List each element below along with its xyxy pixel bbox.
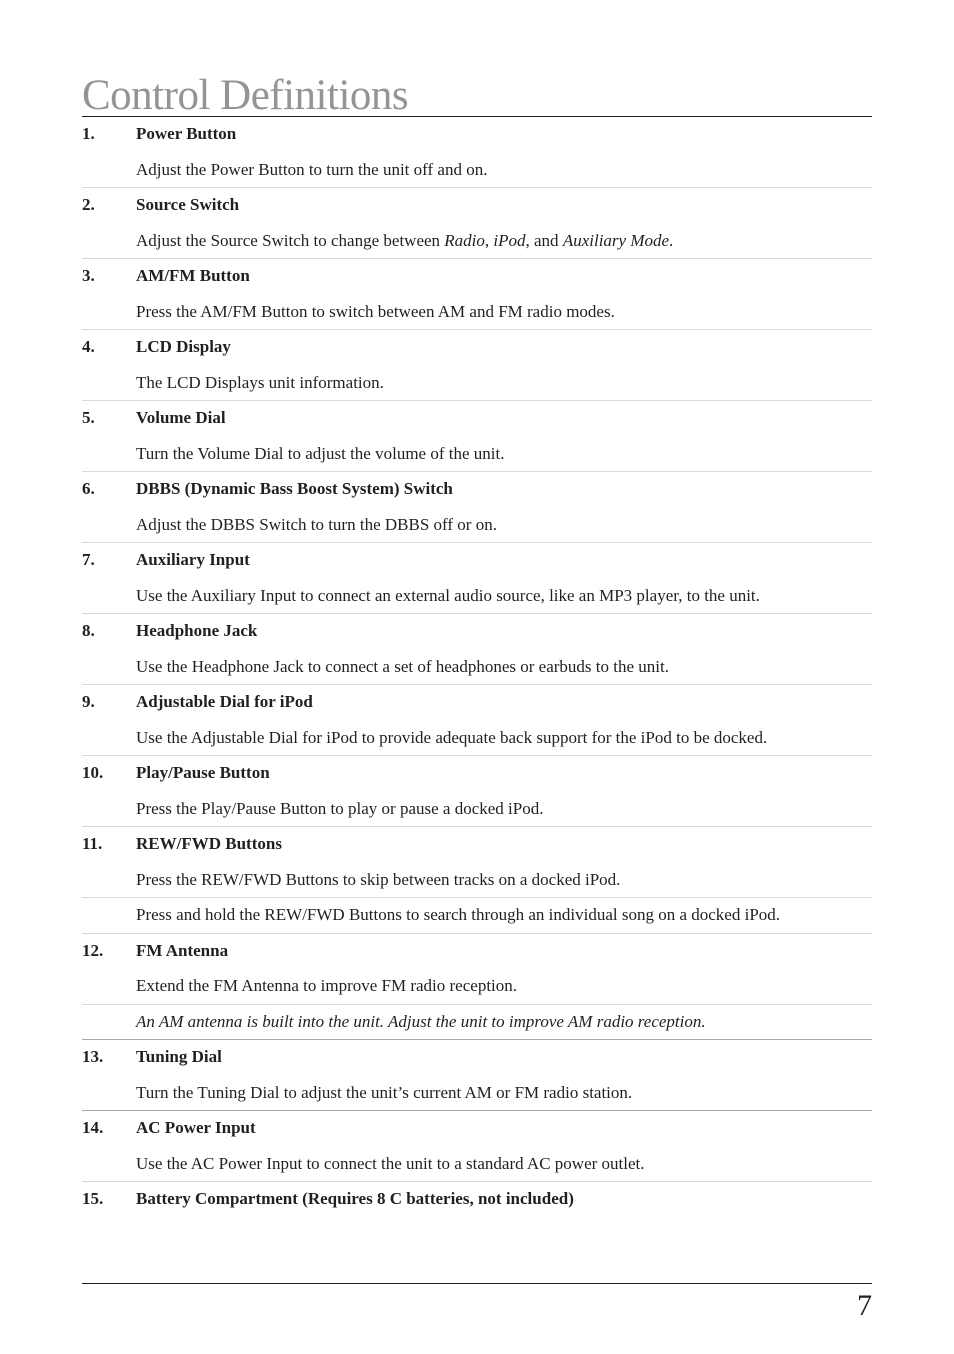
control-definitions-list xyxy=(82,117,872,1218)
item-number: 12. xyxy=(82,940,104,960)
item-name: Battery Compartment (Requires 8 C batteries, not included) xyxy=(136,1189,574,1208)
definition-heading-row xyxy=(82,756,872,792)
item-name: LCD Display xyxy=(136,337,231,356)
item-name: Play/Pause Button xyxy=(136,763,270,782)
footer-divider xyxy=(82,1283,872,1284)
definition-description-row xyxy=(82,508,872,544)
description-text: , and xyxy=(525,230,563,250)
page-number: 7 xyxy=(857,1289,872,1322)
item-number: 5. xyxy=(82,408,95,427)
definition-description-row xyxy=(82,366,872,402)
definition-heading-row xyxy=(82,117,872,153)
item-name: REW/FWD Buttons xyxy=(136,834,282,853)
definition-heading-row xyxy=(82,685,872,721)
item-name: FM Antenna xyxy=(136,940,229,960)
item-description: The LCD Displays unit information. xyxy=(136,372,384,392)
page-title: Control Definitions xyxy=(82,72,409,119)
definition-heading-row xyxy=(82,827,872,863)
item-number: 11. xyxy=(82,834,103,853)
definition-description-row xyxy=(82,153,872,189)
definition-heading-row xyxy=(82,614,872,650)
item-description: Adjust the DBBS Switch to turn the DBBS off or on. xyxy=(136,514,497,534)
item-description: Turn the Tuning Dial to adjust the unit’s current AM or FM radio station. xyxy=(136,1082,633,1102)
item-number: 10. xyxy=(82,763,104,782)
definition-description-row xyxy=(82,1076,872,1112)
definition-heading-row xyxy=(82,472,872,508)
definition-description-row xyxy=(82,224,872,260)
item-name: AM/FM Button xyxy=(136,266,250,285)
item-description-secondary: Press and hold the REW/FWD Buttons to search through an individual song on a docked iPod. xyxy=(136,905,781,924)
definition-heading-row xyxy=(82,259,872,295)
item-number: 6. xyxy=(82,479,95,498)
item-description: Adjust the Power Button to turn the unit off and on. xyxy=(136,159,488,179)
item-name: Power Button xyxy=(136,124,237,143)
item-name: Source Switch xyxy=(136,195,240,214)
definition-description-row xyxy=(82,721,872,757)
description-text: , xyxy=(484,230,494,250)
definition-heading-row xyxy=(82,1040,872,1076)
item-number: 9. xyxy=(82,692,95,711)
item-name: AC Power Input xyxy=(136,1118,256,1137)
item-note: An AM antenna is built into the unit. Adjust the unit to improve AM radio reception. xyxy=(136,1011,706,1031)
definition-heading-row xyxy=(82,188,872,224)
definition-description-row xyxy=(82,295,872,331)
item-number: 8. xyxy=(82,621,95,640)
item-description: Press the REW/FWD Buttons to skip between tracks on a docked iPod. xyxy=(136,869,621,889)
definition-description-row xyxy=(82,863,872,899)
mode-ipod: iPod xyxy=(493,230,526,250)
item-number: 13. xyxy=(82,1047,104,1066)
item-description: Use the AC Power Input to connect the unit to a standard AC power outlet. xyxy=(136,1153,645,1173)
item-description: Press the AM/FM Button to switch between AM and FM radio modes. xyxy=(136,301,615,321)
description-text: . xyxy=(669,230,674,250)
definition-heading-row xyxy=(82,330,872,366)
definition-description-row xyxy=(82,969,872,1005)
item-number: 7. xyxy=(82,550,95,569)
definition-heading-row xyxy=(82,1182,872,1218)
definition-description-row xyxy=(82,437,872,473)
item-description: Use the Headphone Jack to connect a set of headphones or earbuds to the unit. xyxy=(136,656,669,676)
item-number: 2. xyxy=(82,195,95,214)
item-description: Use the Adjustable Dial for iPod to provide adequate back support for the iPod to be docked. xyxy=(136,727,768,747)
definition-description-row xyxy=(82,1147,872,1183)
item-number: 1. xyxy=(82,124,95,143)
description-text: Adjust the Source Switch to change between xyxy=(136,230,445,250)
definition-description-row xyxy=(82,650,872,686)
item-number: 15. xyxy=(82,1189,104,1208)
item-number: 4. xyxy=(82,337,95,356)
mode-radio: Radio xyxy=(444,230,485,250)
item-number: 14. xyxy=(82,1118,104,1137)
item-name: Adjustable Dial for iPod xyxy=(136,692,313,711)
item-description: Use the Auxiliary Input to connect an external audio source, like an MP3 player, to the unit. xyxy=(136,585,760,605)
item-description: Extend the FM Antenna to improve FM radio reception. xyxy=(136,976,518,995)
item-description: Press the Play/Pause Button to play or pause a docked iPod. xyxy=(136,798,544,818)
item-description xyxy=(136,231,673,251)
definition-description-row xyxy=(82,792,872,828)
item-number: 3. xyxy=(82,266,95,285)
definition-note-row xyxy=(82,1005,872,1041)
item-name: Volume Dial xyxy=(136,408,226,427)
item-name: DBBS (Dynamic Bass Boost System) Switch xyxy=(136,479,453,498)
mode-auxiliary: Auxiliary Mode xyxy=(562,230,670,250)
definition-description-row xyxy=(82,579,872,615)
definition-heading-row xyxy=(82,543,872,579)
item-name: Headphone Jack xyxy=(136,621,258,640)
definition-heading-row xyxy=(82,934,872,970)
item-name: Tuning Dial xyxy=(136,1047,222,1066)
item-name: Auxiliary Input xyxy=(136,550,250,569)
definition-heading-row xyxy=(82,1111,872,1147)
item-description: Turn the Volume Dial to adjust the volume of the unit. xyxy=(136,443,505,463)
definition-heading-row xyxy=(82,401,872,437)
definition-description-row xyxy=(82,898,872,934)
